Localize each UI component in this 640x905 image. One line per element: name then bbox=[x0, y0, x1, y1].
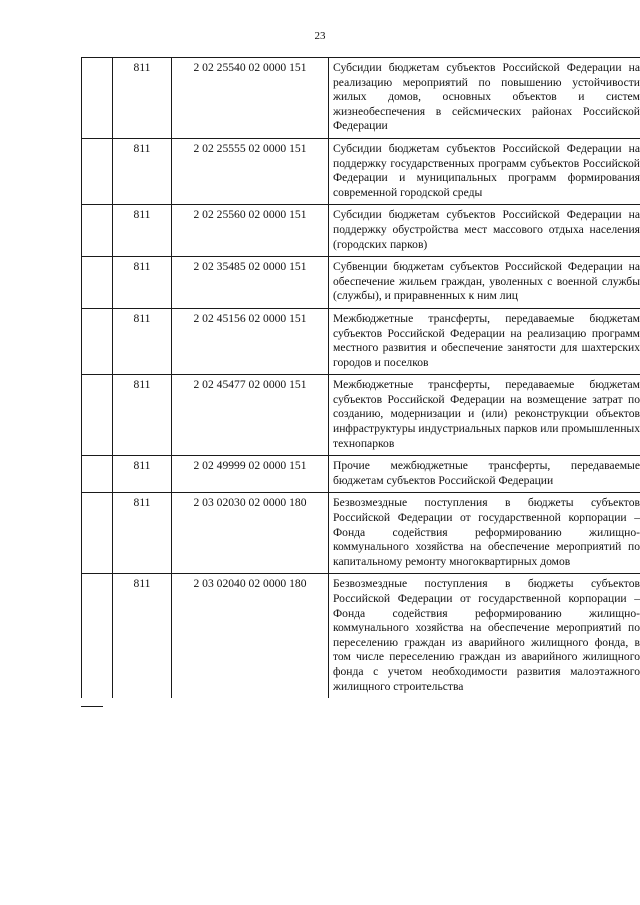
spacer-cell bbox=[82, 574, 113, 698]
spacer-cell bbox=[82, 138, 113, 204]
table-row bbox=[82, 493, 640, 574]
table-row bbox=[82, 58, 640, 139]
spacer-cell bbox=[82, 58, 113, 139]
budget-classification-code-cell: 2 02 25540 02 0000 151 bbox=[172, 58, 329, 139]
admin-code-cell: 811 bbox=[113, 456, 172, 493]
revenue-description-cell: Прочие межбюджетные трансферты, передаваемые бюджетам субъектов Российской Федерации bbox=[329, 456, 640, 493]
admin-code-cell: 811 bbox=[113, 574, 172, 698]
budget-classification-code-cell: 2 02 49999 02 0000 151 bbox=[172, 456, 329, 493]
revenue-description-cell: Субсидии бюджетам субъектов Российской Федерации на поддержку государственных программ субъектов Российской Федерации и муниципальных программ формирования современной городской среды bbox=[329, 138, 640, 204]
spacer-cell bbox=[82, 493, 113, 574]
table-row bbox=[82, 456, 640, 493]
table-row bbox=[82, 257, 640, 309]
revenue-description-cell: Межбюджетные трансферты, передаваемые бюджетам субъектов Российской Федерации на возмещение затрат по созданию, модернизации и (или) реконструкции объектов инфраструктуры индустриальных парков или промышленных технопарков bbox=[329, 375, 640, 456]
budget-classification-code-cell: 2 03 02040 02 0000 180 bbox=[172, 574, 329, 698]
table-row bbox=[82, 308, 640, 374]
admin-code-cell: 811 bbox=[113, 205, 172, 257]
revenue-description-cell: Межбюджетные трансферты, передаваемые бюджетам субъектов Российской Федерации на реализацию программ местного развития и обеспечение занятости для шахтерских городов и поселков bbox=[329, 308, 640, 374]
budget-table-container bbox=[81, 57, 640, 698]
table-row bbox=[82, 574, 640, 698]
table-row bbox=[82, 205, 640, 257]
admin-code-cell: 811 bbox=[113, 138, 172, 204]
revenue-description-cell: Безвозмездные поступления в бюджеты субъектов Российской Федерации от государственной корпорации – Фонда содействия реформированию жилищно-коммунального хозяйства на обеспечение мероприятий по переселению граждан из аварийного жилищного фонда, в том числе переселению граждан из аварийного жилищного фонда с учетом необходимости развития малоэтажного жилищного строительства bbox=[329, 574, 640, 698]
admin-code-cell: 811 bbox=[113, 58, 172, 139]
budget-classification-code-cell: 2 02 45156 02 0000 151 bbox=[172, 308, 329, 374]
page-number: 23 bbox=[314, 30, 326, 42]
table-row bbox=[82, 138, 640, 204]
budget-classification-code-cell: 2 02 25560 02 0000 151 bbox=[172, 205, 329, 257]
spacer-cell bbox=[82, 257, 113, 309]
admin-code-cell: 811 bbox=[113, 257, 172, 309]
table-body bbox=[82, 58, 640, 699]
revenue-description-cell: Безвозмездные поступления в бюджеты субъектов Российской Федерации от государственной корпорации – Фонда содействия реформированию жилищно-коммунального хозяйства на обеспечение мероприятий по капитальному ремонту многоквартирных домов bbox=[329, 493, 640, 574]
table-row bbox=[82, 375, 640, 456]
budget-classification-code-cell: 2 02 35485 02 0000 151 bbox=[172, 257, 329, 309]
budget-classification-code-cell: 2 02 25555 02 0000 151 bbox=[172, 138, 329, 204]
table-bottom-rule bbox=[81, 706, 103, 707]
spacer-cell bbox=[82, 205, 113, 257]
spacer-cell bbox=[82, 456, 113, 493]
admin-code-cell: 811 bbox=[113, 308, 172, 374]
revenue-description-cell: Субсидии бюджетам субъектов Российской Федерации на реализацию мероприятий по повышению устойчивости жилых домов, основных объектов и систем жизнеобеспечения в сейсмических районах Российской Федерации bbox=[329, 58, 640, 139]
admin-code-cell: 811 bbox=[113, 375, 172, 456]
budget-classification-code-cell: 2 03 02030 02 0000 180 bbox=[172, 493, 329, 574]
revenue-description-cell: Субсидии бюджетам субъектов Российской Федерации на поддержку обустройства мест массового отдыха населения (городских парков) bbox=[329, 205, 640, 257]
budget-revenue-table bbox=[81, 57, 640, 698]
budget-classification-code-cell: 2 02 45477 02 0000 151 bbox=[172, 375, 329, 456]
revenue-description-cell: Субвенции бюджетам субъектов Российской Федерации на обеспечение жильем граждан, уволенных с военной службы (службы), и приравненных к ним лиц bbox=[329, 257, 640, 309]
spacer-cell bbox=[82, 375, 113, 456]
spacer-cell bbox=[82, 308, 113, 374]
admin-code-cell: 811 bbox=[113, 493, 172, 574]
